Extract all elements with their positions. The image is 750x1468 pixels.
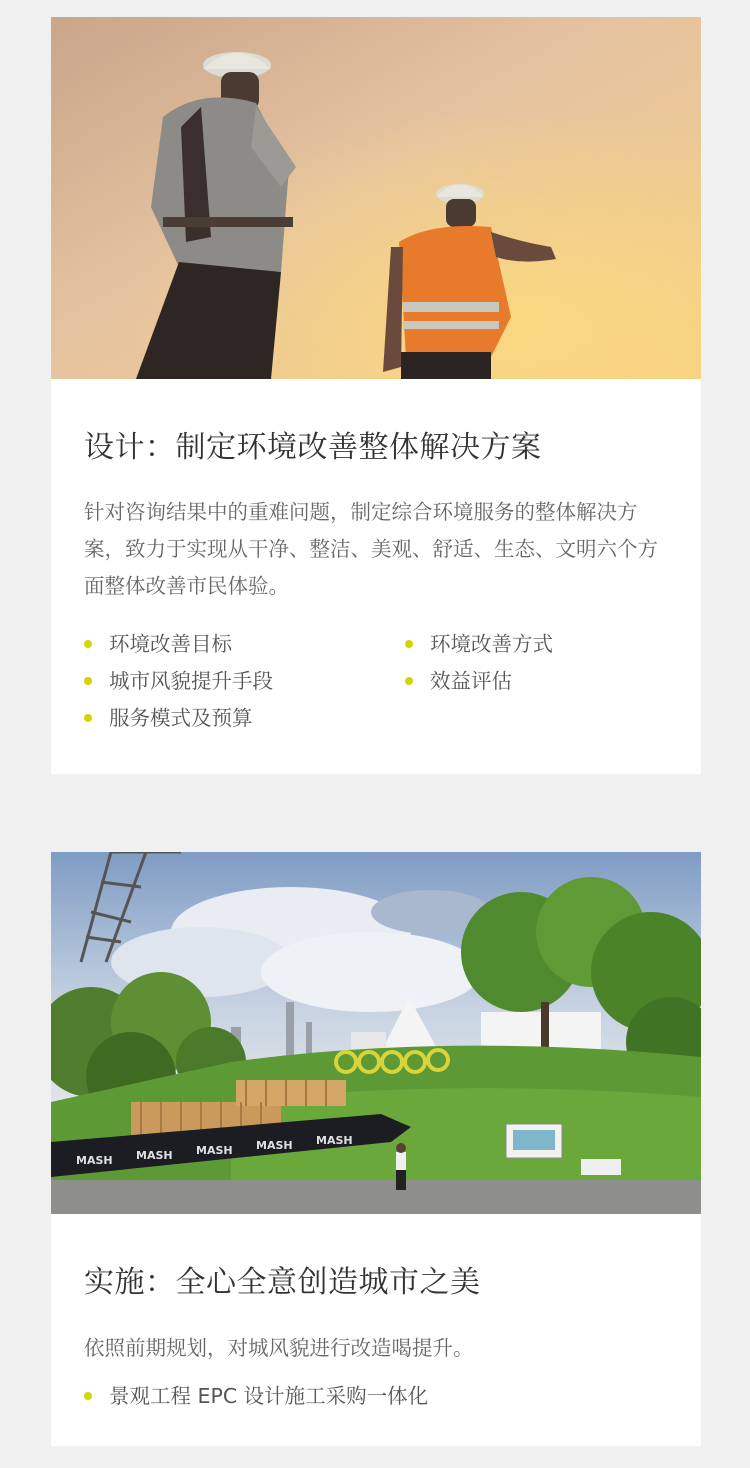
banner-text: MASH	[316, 1134, 353, 1147]
banner-text: MASH	[256, 1139, 293, 1152]
bullet-dot-icon	[84, 1392, 92, 1400]
card-description: 针对咨询结果中的重难问题，制定综合环境服务的整体解决方案，致力于实现从干净、整洁、美观、舒适、生态、文明六个方面整体改善市民体验。	[84, 500, 658, 598]
workers-photo	[51, 17, 701, 379]
banner-text: MASH	[196, 1144, 233, 1157]
bullet-dot-icon	[84, 640, 92, 648]
implementation-card: MASH MASH MASH MASH MASH 实施：全心全意创造城市之美 依照前期规划，对城风貌进行改造喝提升。 景观工程 EPC 设计施工采购一体化	[51, 852, 701, 1446]
card-title: 实施：全心全意创造城市之美	[84, 1265, 481, 1300]
bullet-dot-icon	[84, 714, 92, 722]
banner-text: MASH	[136, 1149, 173, 1162]
park-construction-photo	[51, 852, 701, 1214]
bullet-dot-icon	[405, 677, 413, 685]
bullet-dot-icon	[405, 640, 413, 648]
banner-text: MASH	[76, 1154, 113, 1167]
bullet-dot-icon	[84, 677, 92, 685]
card-title: 设计：制定环境改善整体解决方案	[84, 430, 542, 465]
design-card: 设计：制定环境改善整体解决方案 针对咨询结果中的重难问题，制定综合环境服务的整体解决方案，致力于实现从干净、整洁、美观、舒适、生态、文明六个方面整体改善市民体验。 环境改善目标 环境改善方式 城市风貌提升手段 效益评估 服务模式及预算	[51, 17, 701, 774]
card-description: 依照前期规划，对城风貌进行改造喝提升。	[84, 1336, 474, 1360]
